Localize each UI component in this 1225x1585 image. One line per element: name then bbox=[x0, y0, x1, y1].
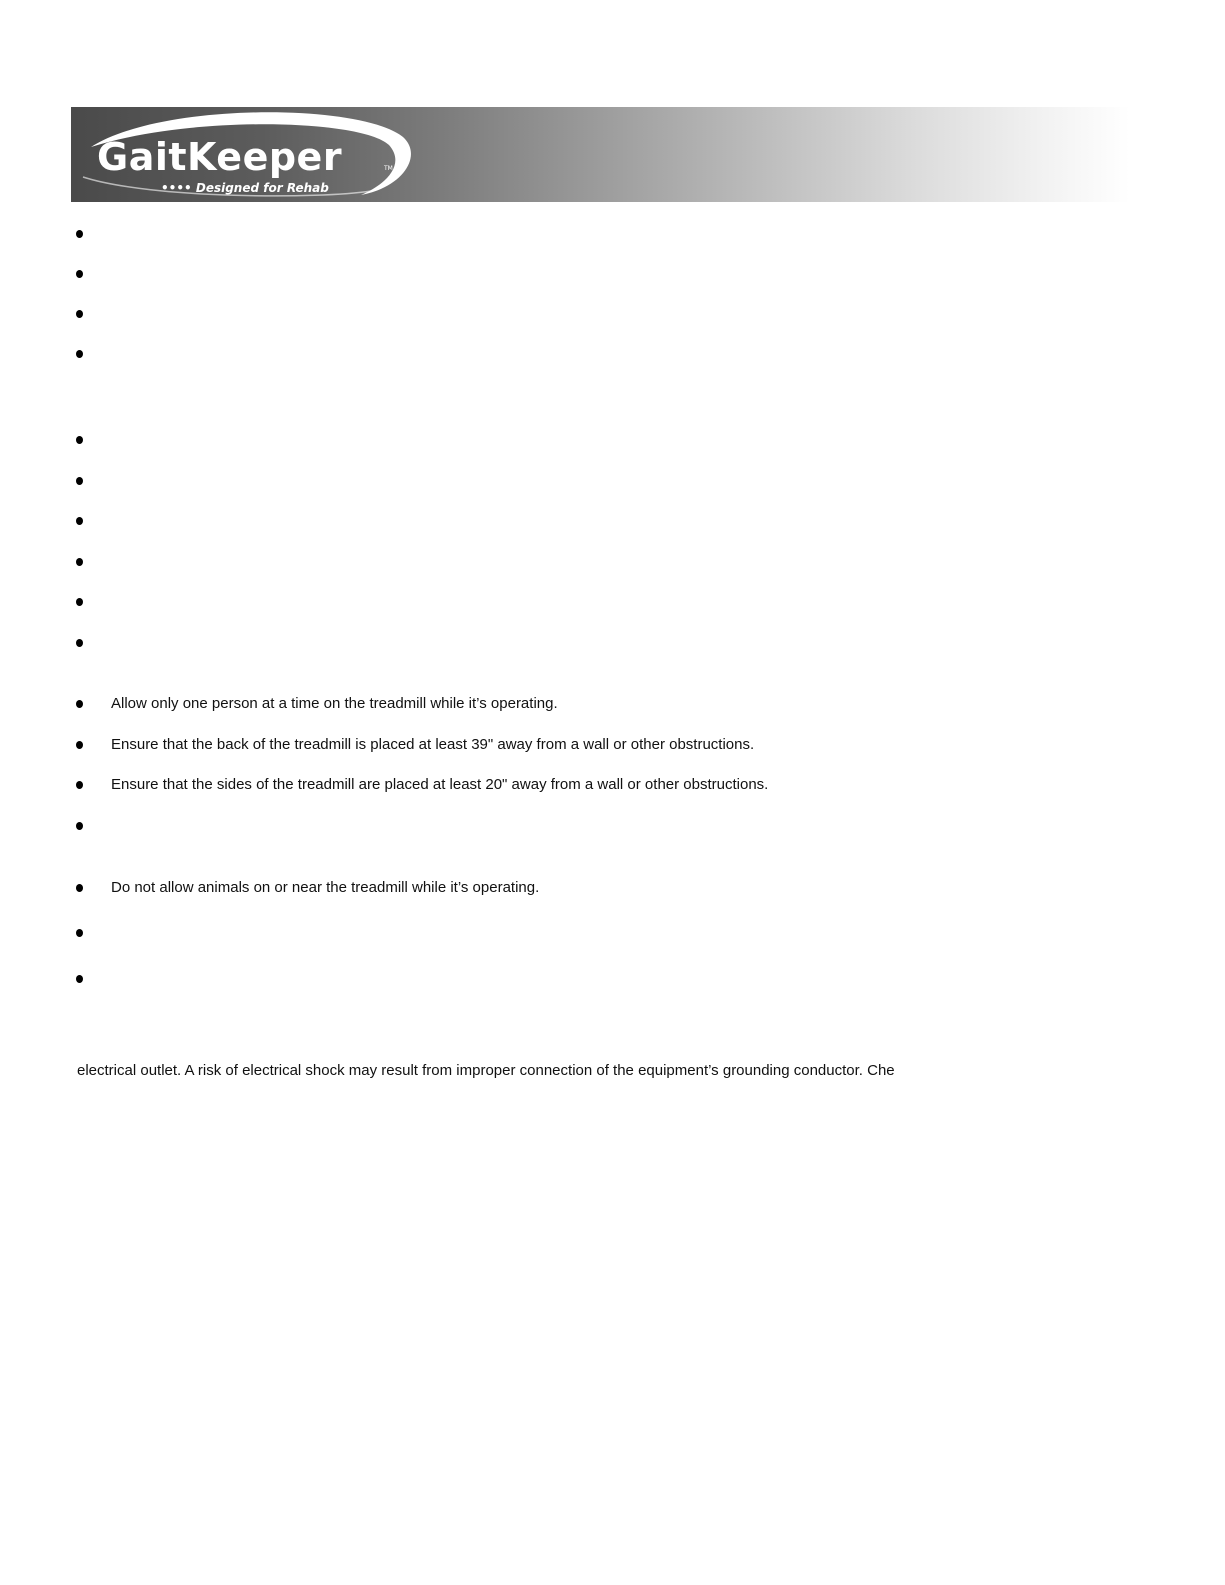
bullet-icon bbox=[76, 350, 83, 358]
bullet-icon bbox=[76, 270, 83, 278]
bullet-icon bbox=[76, 517, 83, 525]
bullet-icon bbox=[76, 700, 83, 708]
list-item-text: Ensure that the sides of the treadmill are placed at least 20" away from a wall or other obstructions. bbox=[111, 776, 769, 793]
bullet-icon bbox=[76, 598, 83, 606]
bullet-icon bbox=[76, 558, 83, 566]
logo-tagline: •••• Designed for Rehab bbox=[161, 181, 329, 195]
bullet-icon bbox=[76, 477, 83, 485]
bullet-icon bbox=[76, 741, 83, 749]
body-text-line: electrical outlet. A risk of electrical shock may result from improper connection of the equipment’s grounding conductor. Che bbox=[77, 1062, 895, 1079]
bullet-icon bbox=[76, 310, 83, 318]
bullet-icon bbox=[76, 975, 83, 983]
bullet-icon bbox=[76, 884, 83, 892]
bullet-icon bbox=[76, 230, 83, 238]
bullet-icon bbox=[76, 639, 83, 647]
list-item-text: Allow only one person at a time on the treadmill while it’s operating. bbox=[111, 695, 558, 712]
bullet-icon bbox=[76, 822, 83, 830]
list-item-text: Ensure that the back of the treadmill is placed at least 39" away from a wall or other obstructions. bbox=[111, 736, 755, 753]
list-item-text: Do not allow animals on or near the treadmill while it’s operating. bbox=[111, 879, 540, 896]
logo-trademark: TM bbox=[384, 165, 393, 172]
bullet-icon bbox=[76, 781, 83, 789]
bullet-icon bbox=[76, 929, 83, 937]
header-banner bbox=[71, 107, 1130, 202]
bullet-icon bbox=[76, 436, 83, 444]
logo-wordmark: GaitKeeper bbox=[97, 135, 343, 179]
